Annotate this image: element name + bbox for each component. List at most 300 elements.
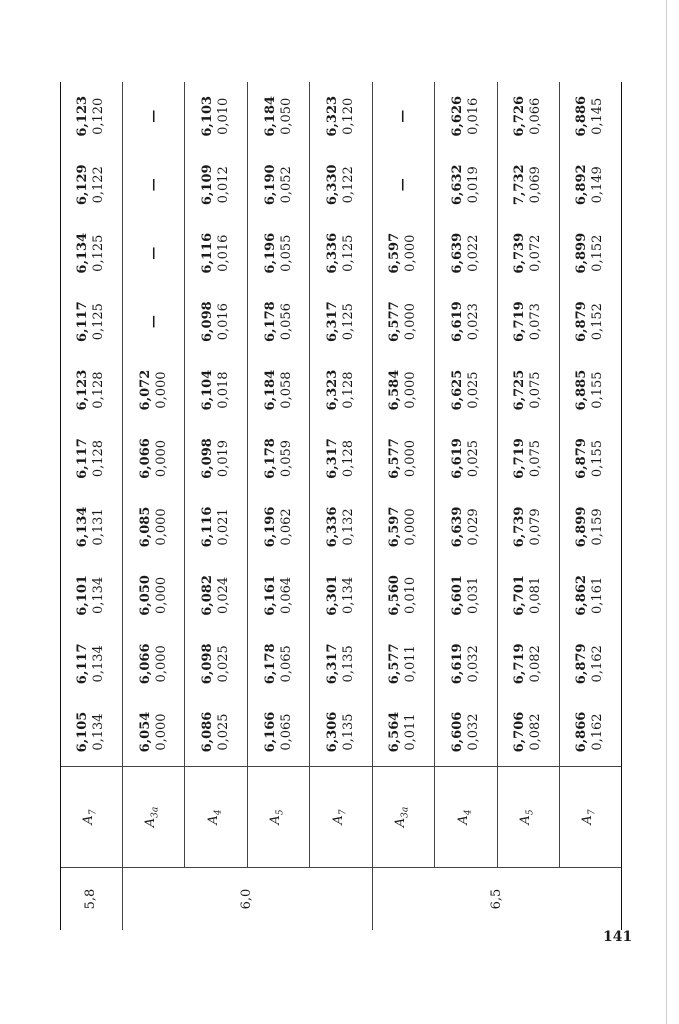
row-symbol bbox=[310, 767, 372, 868]
value-cell bbox=[122, 630, 184, 698]
value-bottom: 0,016 bbox=[465, 97, 481, 135]
row-symbol bbox=[185, 767, 247, 868]
group-label: 6,0 bbox=[122, 868, 372, 931]
value-bottom: 0,032 bbox=[465, 713, 481, 751]
row-symbol bbox=[559, 767, 621, 868]
value-bottom: 0,162 bbox=[590, 713, 606, 751]
value-cell bbox=[435, 219, 497, 287]
value-cell bbox=[61, 356, 122, 424]
value-top: 6,597 bbox=[387, 506, 403, 548]
value-top: 6,190 bbox=[262, 164, 278, 206]
symbol-letter: A bbox=[330, 815, 346, 825]
value-top: 6,577 bbox=[387, 438, 403, 479]
value-top: 6,050 bbox=[137, 575, 153, 616]
value-cell bbox=[61, 151, 122, 219]
value-cell bbox=[497, 287, 559, 355]
table-row bbox=[122, 82, 184, 930]
value-bottom: 0,021 bbox=[216, 508, 232, 546]
group-label: 6,5 bbox=[372, 868, 621, 931]
value-bottom: 0,059 bbox=[278, 439, 294, 478]
value-cell bbox=[122, 356, 184, 424]
value-top: 6,866 bbox=[574, 711, 590, 753]
value-bottom: 0,072 bbox=[528, 234, 544, 272]
value-top: — bbox=[145, 246, 161, 260]
value-cell bbox=[61, 493, 122, 561]
row-symbol bbox=[497, 767, 559, 868]
value-bottom: 0,029 bbox=[465, 508, 481, 546]
table-row bbox=[559, 82, 621, 930]
value-bottom: 0,082 bbox=[528, 645, 544, 683]
value-cell bbox=[372, 493, 434, 561]
value-bottom: 0,018 bbox=[216, 371, 232, 409]
value-cell bbox=[310, 493, 372, 561]
value-top: 6,619 bbox=[449, 438, 465, 479]
value-top: 6,601 bbox=[449, 575, 465, 616]
value-cell bbox=[61, 219, 122, 287]
value-bottom: 0,149 bbox=[590, 166, 606, 204]
value-bottom: 0,016 bbox=[216, 234, 232, 272]
value-cell bbox=[372, 151, 434, 219]
value-top: 6,701 bbox=[512, 575, 528, 616]
value-top: 6,129 bbox=[75, 164, 91, 206]
value-top: 6,054 bbox=[137, 711, 153, 753]
value-top: 6,639 bbox=[449, 506, 465, 548]
value-bottom: 0,134 bbox=[340, 576, 356, 615]
rotated-data-table bbox=[60, 82, 622, 930]
table-body bbox=[61, 82, 621, 930]
value-bottom: 0,019 bbox=[216, 439, 232, 478]
value-cell bbox=[247, 698, 309, 766]
value-top: 6,719 bbox=[512, 643, 528, 685]
value-bottom: 0,000 bbox=[153, 439, 169, 478]
value-bottom: 0,152 bbox=[590, 303, 606, 341]
value-cell bbox=[247, 219, 309, 287]
value-cell bbox=[122, 151, 184, 219]
value-top: 6,892 bbox=[574, 164, 590, 206]
page-number: 141 bbox=[603, 929, 633, 945]
symbol-subscript: 7 bbox=[587, 809, 598, 816]
value-cell bbox=[435, 356, 497, 424]
value-top: 6,862 bbox=[574, 575, 590, 616]
value-cell bbox=[559, 356, 621, 424]
value-cell bbox=[310, 698, 372, 766]
value-top: 6,196 bbox=[262, 506, 278, 548]
row-symbol bbox=[61, 767, 122, 868]
value-top: 6,072 bbox=[137, 369, 153, 411]
value-top: 6,178 bbox=[262, 301, 278, 343]
value-bottom: 0,155 bbox=[590, 439, 606, 478]
value-cell bbox=[122, 82, 184, 151]
value-cell bbox=[435, 493, 497, 561]
value-bottom: 0,081 bbox=[528, 576, 544, 615]
value-top: 6,317 bbox=[324, 438, 340, 479]
value-cell bbox=[247, 82, 309, 151]
value-top: 6,306 bbox=[324, 711, 340, 753]
value-bottom: 0,125 bbox=[91, 303, 107, 341]
value-bottom: 0,031 bbox=[465, 576, 481, 615]
value-top: 6,101 bbox=[75, 575, 91, 616]
value-top: 6,098 bbox=[200, 643, 216, 685]
value-top: 6,123 bbox=[75, 95, 91, 137]
value-cell bbox=[559, 424, 621, 492]
value-top: 7,732 bbox=[512, 164, 528, 206]
value-cell bbox=[497, 493, 559, 561]
value-cell bbox=[185, 219, 247, 287]
row-symbol bbox=[372, 767, 434, 868]
value-cell bbox=[559, 630, 621, 698]
value-bottom: 0,000 bbox=[403, 371, 419, 409]
value-cell bbox=[559, 82, 621, 151]
value-top: 6,082 bbox=[200, 575, 216, 616]
value-top: 6,577 bbox=[387, 301, 403, 343]
value-cell bbox=[61, 630, 122, 698]
value-cell bbox=[122, 561, 184, 629]
value-cell bbox=[247, 356, 309, 424]
value-cell bbox=[497, 424, 559, 492]
value-top: 6,336 bbox=[324, 232, 340, 274]
value-top: 6,085 bbox=[137, 506, 153, 548]
value-cell bbox=[559, 493, 621, 561]
value-top: 6,116 bbox=[200, 232, 216, 274]
value-top: — bbox=[145, 109, 161, 123]
value-cell bbox=[61, 82, 122, 151]
value-cell bbox=[559, 219, 621, 287]
value-bottom: 0,000 bbox=[153, 576, 169, 615]
symbol-letter: A bbox=[517, 815, 533, 825]
value-top: 6,098 bbox=[200, 301, 216, 343]
table-row bbox=[435, 82, 497, 930]
table-row bbox=[310, 82, 372, 930]
value-bottom: 0,159 bbox=[590, 508, 606, 546]
value-bottom: 0,162 bbox=[590, 645, 606, 683]
value-top: 6,330 bbox=[324, 164, 340, 206]
table-row bbox=[372, 82, 434, 930]
value-cell bbox=[310, 561, 372, 629]
value-top: 6,166 bbox=[262, 711, 278, 753]
value-cell bbox=[559, 151, 621, 219]
value-cell bbox=[559, 287, 621, 355]
symbol-letter: A bbox=[268, 815, 284, 825]
value-top: 6,066 bbox=[137, 438, 153, 479]
value-cell bbox=[247, 151, 309, 219]
value-cell bbox=[372, 561, 434, 629]
value-cell bbox=[372, 424, 434, 492]
symbol-subscript: 7 bbox=[338, 809, 349, 816]
value-top: — bbox=[145, 315, 161, 329]
value-top: 6,134 bbox=[75, 506, 91, 548]
value-cell bbox=[247, 630, 309, 698]
value-bottom: 0,000 bbox=[153, 371, 169, 409]
value-bottom: 0,052 bbox=[278, 166, 294, 204]
value-top: 6,719 bbox=[512, 438, 528, 479]
value-bottom: 0,128 bbox=[91, 371, 107, 409]
value-cell bbox=[372, 287, 434, 355]
value-bottom: 0,134 bbox=[91, 576, 107, 615]
value-top: 6,104 bbox=[200, 369, 216, 411]
value-top: 6,885 bbox=[574, 369, 590, 411]
value-top: 6,577 bbox=[387, 643, 403, 685]
value-bottom: 0,075 bbox=[528, 439, 544, 478]
value-cell bbox=[372, 698, 434, 766]
value-top: 6,879 bbox=[574, 438, 590, 479]
value-top: 6,117 bbox=[75, 301, 91, 343]
value-bottom: 0,120 bbox=[340, 97, 356, 135]
value-top: 6,706 bbox=[512, 711, 528, 753]
value-bottom: 0,131 bbox=[91, 508, 107, 546]
value-top: 6,606 bbox=[449, 711, 465, 753]
value-cell bbox=[497, 561, 559, 629]
value-top: 6,336 bbox=[324, 506, 340, 548]
value-bottom: 0,128 bbox=[91, 439, 107, 478]
value-top: 6,109 bbox=[200, 164, 216, 206]
value-top: 6,560 bbox=[387, 575, 403, 616]
value-bottom: 0,128 bbox=[340, 439, 356, 478]
value-bottom: 0,065 bbox=[278, 713, 294, 751]
table-row bbox=[61, 82, 122, 930]
value-top: 6,626 bbox=[449, 95, 465, 137]
value-top: 6,632 bbox=[449, 164, 465, 206]
value-bottom: 0,011 bbox=[403, 713, 419, 751]
value-top: 6,184 bbox=[262, 369, 278, 411]
value-top: 6,597 bbox=[387, 232, 403, 274]
value-bottom: 0,010 bbox=[216, 97, 232, 135]
value-bottom: 0,135 bbox=[340, 645, 356, 683]
symbol-subscript: 7 bbox=[88, 809, 99, 816]
value-cell bbox=[185, 287, 247, 355]
value-bottom: 0,135 bbox=[340, 713, 356, 751]
value-cell bbox=[122, 287, 184, 355]
value-cell bbox=[122, 424, 184, 492]
value-bottom: 0,069 bbox=[528, 166, 544, 204]
value-bottom: 0,128 bbox=[340, 371, 356, 409]
value-bottom: 0,122 bbox=[91, 166, 107, 204]
value-bottom: 0,134 bbox=[91, 645, 107, 683]
value-top: 6,301 bbox=[324, 575, 340, 616]
value-cell bbox=[122, 219, 184, 287]
value-bottom: 0,132 bbox=[340, 508, 356, 546]
symbol-letter: A bbox=[205, 815, 221, 825]
value-bottom: 0,125 bbox=[91, 234, 107, 272]
value-bottom: 0,134 bbox=[91, 713, 107, 751]
value-top: 6,564 bbox=[387, 711, 403, 753]
table-row bbox=[185, 82, 247, 930]
value-top: 6,117 bbox=[75, 438, 91, 479]
value-top: 6,719 bbox=[512, 301, 528, 343]
value-bottom: 0,062 bbox=[278, 508, 294, 546]
value-top: 6,317 bbox=[324, 301, 340, 343]
row-symbol bbox=[435, 767, 497, 868]
value-bottom: 0,023 bbox=[465, 303, 481, 341]
value-top: 6,116 bbox=[200, 506, 216, 548]
symbol-letter: A bbox=[393, 817, 409, 828]
symbol-subscript: 5 bbox=[525, 809, 536, 816]
value-cell bbox=[497, 82, 559, 151]
value-cell bbox=[185, 424, 247, 492]
value-cell bbox=[372, 82, 434, 151]
value-top: 6,323 bbox=[324, 369, 340, 411]
value-bottom: 0,082 bbox=[528, 713, 544, 751]
value-top: 6,178 bbox=[262, 643, 278, 685]
value-cell bbox=[310, 219, 372, 287]
value-bottom: 0,032 bbox=[465, 645, 481, 683]
value-bottom: 0,000 bbox=[403, 234, 419, 272]
value-bottom: 0,024 bbox=[216, 576, 232, 615]
value-top: 6,161 bbox=[262, 575, 278, 616]
value-bottom: 0,079 bbox=[528, 508, 544, 546]
value-top: 6,196 bbox=[262, 232, 278, 274]
value-bottom: 0,066 bbox=[528, 97, 544, 135]
value-cell bbox=[61, 424, 122, 492]
value-bottom: 0,000 bbox=[403, 508, 419, 546]
value-cell bbox=[497, 356, 559, 424]
value-cell bbox=[372, 630, 434, 698]
value-bottom: 0,000 bbox=[153, 508, 169, 546]
value-bottom: 0,056 bbox=[278, 303, 294, 341]
value-bottom: 0,125 bbox=[340, 234, 356, 272]
value-cell bbox=[435, 287, 497, 355]
symbol-subscript: 4 bbox=[463, 809, 474, 816]
value-bottom: 0,000 bbox=[153, 713, 169, 751]
value-cell bbox=[559, 698, 621, 766]
value-top: 6,725 bbox=[512, 369, 528, 411]
value-cell bbox=[372, 219, 434, 287]
value-cell bbox=[559, 561, 621, 629]
symbol-subscript: 4 bbox=[213, 809, 224, 816]
value-cell bbox=[372, 356, 434, 424]
value-top: 6,178 bbox=[262, 438, 278, 479]
value-top: 6,134 bbox=[75, 232, 91, 274]
value-cell bbox=[185, 630, 247, 698]
table-row bbox=[247, 82, 309, 930]
value-top: 6,584 bbox=[387, 369, 403, 411]
value-cell bbox=[310, 630, 372, 698]
value-cell bbox=[435, 424, 497, 492]
value-cell bbox=[497, 151, 559, 219]
value-bottom: 0,025 bbox=[216, 713, 232, 751]
value-top: — bbox=[395, 178, 411, 192]
value-bottom: 0,125 bbox=[340, 303, 356, 341]
symbol-letter: A bbox=[580, 815, 596, 825]
value-bottom: 0,012 bbox=[216, 166, 232, 204]
value-top: 6,879 bbox=[574, 301, 590, 343]
value-top: 6,619 bbox=[449, 301, 465, 343]
value-bottom: 0,145 bbox=[590, 97, 606, 135]
symbol-letter: A bbox=[81, 815, 97, 825]
value-cell bbox=[185, 82, 247, 151]
value-bottom: 0,065 bbox=[278, 645, 294, 683]
value-top: 6,625 bbox=[449, 369, 465, 411]
symbol-subscript: 3a bbox=[150, 806, 161, 818]
group-label: 5,8 bbox=[61, 868, 122, 931]
value-cell bbox=[310, 82, 372, 151]
value-bottom: 0,010 bbox=[403, 576, 419, 615]
value-top: 6,739 bbox=[512, 506, 528, 548]
value-cell bbox=[247, 493, 309, 561]
value-top: 6,117 bbox=[75, 643, 91, 685]
value-bottom: 0,073 bbox=[528, 303, 544, 341]
value-cell bbox=[497, 698, 559, 766]
value-bottom: 0,025 bbox=[216, 645, 232, 683]
value-cell bbox=[247, 561, 309, 629]
value-top: 6,066 bbox=[137, 643, 153, 685]
symbol-subscript: 5 bbox=[275, 809, 286, 816]
value-cell bbox=[185, 698, 247, 766]
value-cell bbox=[247, 424, 309, 492]
value-bottom: 0,161 bbox=[590, 576, 606, 615]
row-symbol bbox=[247, 767, 309, 868]
value-cell bbox=[122, 493, 184, 561]
value-top: 6,886 bbox=[574, 95, 590, 137]
value-bottom: 0,152 bbox=[590, 234, 606, 272]
value-bottom: 0,122 bbox=[340, 166, 356, 204]
value-bottom: 0,019 bbox=[465, 166, 481, 204]
value-cell bbox=[185, 493, 247, 561]
value-cell bbox=[497, 630, 559, 698]
value-cell bbox=[122, 698, 184, 766]
value-cell bbox=[310, 356, 372, 424]
value-top: 6,098 bbox=[200, 438, 216, 479]
value-cell bbox=[435, 82, 497, 151]
value-top: 6,879 bbox=[574, 643, 590, 685]
value-top: 6,184 bbox=[262, 95, 278, 137]
symbol-letter: A bbox=[143, 817, 159, 828]
symbol-letter: A bbox=[455, 815, 471, 825]
value-bottom: 0,000 bbox=[403, 439, 419, 478]
value-bottom: 0,055 bbox=[278, 234, 294, 272]
symbol-subscript: 3a bbox=[400, 806, 411, 818]
table-row bbox=[497, 82, 559, 930]
value-top: 6,726 bbox=[512, 95, 528, 137]
scan-edge bbox=[666, 0, 667, 1024]
value-bottom: 0,011 bbox=[403, 645, 419, 683]
value-bottom: 0,000 bbox=[153, 645, 169, 683]
value-top: — bbox=[395, 109, 411, 123]
value-cell bbox=[310, 151, 372, 219]
value-bottom: 0,025 bbox=[465, 371, 481, 409]
value-top: 6,899 bbox=[574, 506, 590, 548]
value-cell bbox=[310, 424, 372, 492]
value-top: 6,103 bbox=[200, 95, 216, 137]
value-top: 6,317 bbox=[324, 643, 340, 685]
value-cell bbox=[61, 287, 122, 355]
value-top: 6,639 bbox=[449, 232, 465, 274]
value-cell bbox=[435, 698, 497, 766]
value-cell bbox=[247, 287, 309, 355]
value-cell bbox=[497, 219, 559, 287]
value-bottom: 0,025 bbox=[465, 439, 481, 478]
value-top: 6,899 bbox=[574, 232, 590, 274]
value-top: 6,619 bbox=[449, 643, 465, 685]
value-top: 6,739 bbox=[512, 232, 528, 274]
value-cell bbox=[310, 287, 372, 355]
value-bottom: 0,000 bbox=[403, 303, 419, 341]
value-top: 6,123 bbox=[75, 369, 91, 411]
value-bottom: 0,016 bbox=[216, 303, 232, 341]
value-bottom: 0,064 bbox=[278, 576, 294, 615]
value-cell bbox=[61, 561, 122, 629]
value-cell bbox=[435, 151, 497, 219]
value-bottom: 0,022 bbox=[465, 234, 481, 272]
value-top: 6,105 bbox=[75, 711, 91, 753]
row-symbol bbox=[122, 767, 184, 868]
value-cell bbox=[185, 151, 247, 219]
value-cell bbox=[61, 698, 122, 766]
value-cell bbox=[435, 630, 497, 698]
value-cell bbox=[185, 561, 247, 629]
value-cell bbox=[185, 356, 247, 424]
value-bottom: 0,075 bbox=[528, 371, 544, 409]
value-top: — bbox=[145, 178, 161, 192]
